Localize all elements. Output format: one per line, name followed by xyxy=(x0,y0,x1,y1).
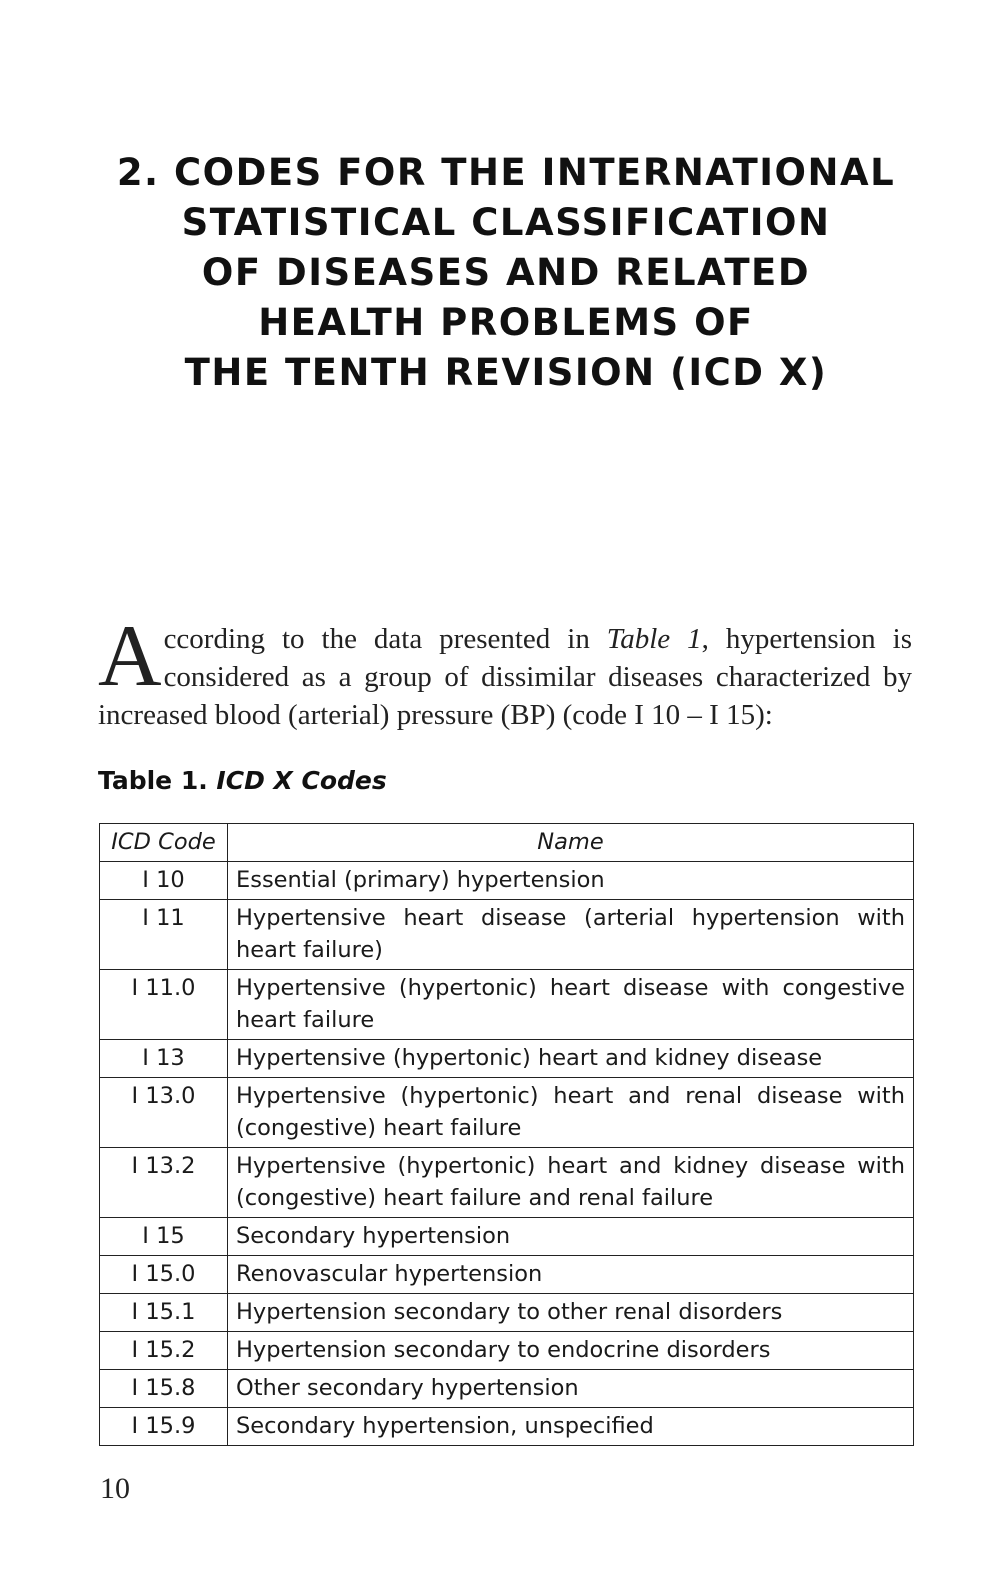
table-row xyxy=(100,1040,914,1078)
icd-code-cell: I 15.0 xyxy=(100,1256,228,1294)
chapter-title-line: 2. CODES FOR THE INTERNATIONAL xyxy=(116,151,896,194)
table-row xyxy=(100,1370,914,1408)
icd-code-cell: I 13.2 xyxy=(100,1148,228,1218)
disease-name-cell: Hypertension secondary to endocrine disorders xyxy=(228,1332,914,1370)
table-caption xyxy=(98,766,387,795)
icd-code-cell: I 15.8 xyxy=(100,1370,228,1408)
header-icd-code: ICD Code xyxy=(100,824,228,862)
disease-name-cell: Secondary hypertension, unspecified xyxy=(228,1408,914,1446)
icd-code-cell: I 11.0 xyxy=(100,970,228,1040)
disease-name-cell: Hypertensive (hypertonic) heart and kidney disease with (congestive) heart failure and renal failure xyxy=(228,1148,914,1218)
table-row xyxy=(100,1256,914,1294)
table-row xyxy=(100,970,914,1040)
table-row xyxy=(100,862,914,900)
header-name: Name xyxy=(228,824,914,862)
intro-paragraph xyxy=(98,608,912,734)
table-row xyxy=(100,1218,914,1256)
page-number: 10 xyxy=(100,1472,130,1505)
disease-name-cell: Hypertensive (hypertonic) heart disease with congestive heart failure xyxy=(228,970,914,1040)
chapter-title xyxy=(100,148,912,398)
drop-cap: A xyxy=(98,608,162,705)
disease-name-cell: Essential (primary) hypertension xyxy=(228,862,914,900)
table-row xyxy=(100,1408,914,1446)
intro-text-start: ccording to the data presented in xyxy=(163,623,607,655)
disease-name-cell: Hypertensive heart disease (arterial hypertension with heart failure) xyxy=(228,900,914,970)
table-reference: Table 1 xyxy=(606,623,702,655)
table-header-row xyxy=(100,824,914,862)
icd-codes-table xyxy=(99,823,914,1446)
table-row xyxy=(100,1148,914,1218)
icd-code-cell: I 15 xyxy=(100,1218,228,1256)
icd-code-cell: I 15.9 xyxy=(100,1408,228,1446)
table-row xyxy=(100,900,914,970)
table-caption-title: ICD X Codes xyxy=(216,766,387,795)
icd-code-cell: I 15.1 xyxy=(100,1294,228,1332)
table-row xyxy=(100,1078,914,1148)
icd-code-cell: I 13 xyxy=(100,1040,228,1078)
chapter-title-line: OF DISEASES AND RELATED xyxy=(201,251,811,294)
chapter-title-line: THE TENTH REVISION (ICD X) xyxy=(184,351,828,394)
icd-code-cell: I 11 xyxy=(100,900,228,970)
table-row xyxy=(100,1332,914,1370)
disease-name-cell: Hypertensive (hypertonic) heart and kidney disease xyxy=(228,1040,914,1078)
disease-name-cell: Renovascular hypertension xyxy=(228,1256,914,1294)
disease-name-cell: Secondary hypertension xyxy=(228,1218,914,1256)
chapter-title-line: STATISTICAL CLASSIFICATION xyxy=(181,201,831,244)
icd-code-cell: I 10 xyxy=(100,862,228,900)
icd-code-cell: I 13.0 xyxy=(100,1078,228,1148)
disease-name-cell: Hypertension secondary to other renal disorders xyxy=(228,1294,914,1332)
disease-name-cell: Hypertensive (hypertonic) heart and renal disease with (congestive) heart failure xyxy=(228,1078,914,1148)
table-caption-label: Table 1. xyxy=(98,766,217,795)
disease-name-cell: Other secondary hypertension xyxy=(228,1370,914,1408)
icd-code-cell: I 15.2 xyxy=(100,1332,228,1370)
chapter-title-line: HEALTH PROBLEMS OF xyxy=(258,301,754,344)
table-row xyxy=(100,1294,914,1332)
intro-text-end: , hypertension is considered as a group of dissimilar diseases characterized by increased blood (arterial) pressure (BP) (code I 10 – I 15): xyxy=(98,623,912,731)
